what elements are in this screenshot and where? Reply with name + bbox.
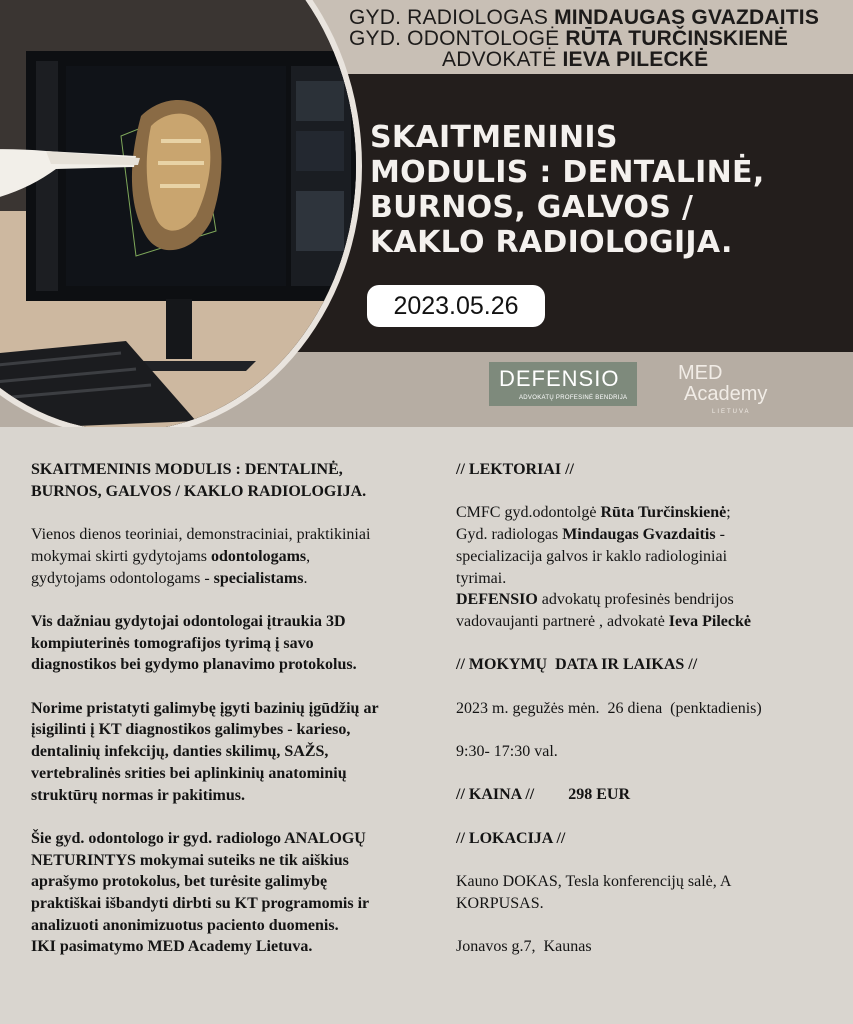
schedule-heading: // MOKYMŲ DATA IR LAIKAS // [456,656,698,674]
lecturer-line-1: GYD. RADIOLOGAS MINDAUGAS GVAZDAITIS [349,6,820,29]
location-venue: Kauno DOKAS, Tesla konferencijų salė, A KORPUSAS. [456,873,732,912]
hero-title-line: BURNOS, GALVOS / [370,190,694,225]
lecturers-heading: // LEKTORIAI // [456,461,574,478]
course-heading: SKAITMENINIS MODULIS : DENTALINĖ, BURNOS, GALVOS / KAKLO RADIOLOGIJA. [31,461,367,500]
paragraph-3d-ct: Vis dažniau gydytojai odontologai įtraukia 3D kompiuterinės tomografijos tyrimą į savo diagnostikos bei gydymo planavimo protokolus. [31,612,357,674]
price-line: // KAINA // 298 EUR [456,786,631,804]
paragraph-goals: Norime pristatyti galimybę įgyti bazinių įgūdžių ar įsigilinti į KT diagnostikos galimybes - karieso, dentalinių infekcijų, danties skilimų, SAŽS, vertebralinės srities bei aplinkinių anatominių struktūrų normas ir pakitimus. [31,699,379,804]
hero-title-line: KAKLO RADIOLOGIJA. [370,225,733,260]
lecturers-list: CMFC gyd.odontolgė Rūta Turčinskienė; Gyd. radiologas Mindaugas Gvazdaitis - specializacija galvos ir kaklo radiologiniai tyrimai. DEFENSIO advokatų profesinės bendrijos vadovaujanti partnerė , advokatė Ieva Pileckė [456,504,751,630]
course-details [456,459,851,958]
hero-title [370,120,840,260]
med-academy-logo: MED Academy LIETUVA [678,362,768,415]
location-address: Jonavos g.7, Kaunas [456,938,592,956]
hero-title-line: MODULIS : DENTALINĖ, [370,155,765,190]
lecturer-line-2: GYD. ODONTOLOGĖ RŪTA TURČINSKIENĖ [349,27,789,50]
location-heading: // LOKACIJA // [456,829,566,847]
hero-banner [0,0,853,427]
date-badge: 2023.05.26 [367,285,545,327]
course-date: 2023 m. gegužės mėn. 26 diena (penktadienis) [456,699,762,717]
monitor-illustration [0,0,356,427]
defensio-logo: DEFENSIO ADVOKATŲ PROFESINĖ BENDRIJA [489,362,637,406]
course-time: 9:30- 17:30 val. [456,743,558,761]
hero-title-line: SKAITMENINIS [370,120,618,155]
intro-paragraph: Vienos dienos teoriniai, demonstraciniai, praktikiniai mokymai skirti gydytojams odontologams, gydytojams odontologams - specialistams. [31,526,371,587]
lecturer-line-3: ADVOKATĖ IEVA PILECKĖ [442,48,709,71]
price-value: 298 EUR [568,786,631,804]
paragraph-closing: Šie gyd. odontologo ir gyd. radiologo ANALOGŲ NETURINTYS mokymai suteiks ne tik aiškius aprašymo protokolus, bet turėsite galimybę praktiškai išbandyti dirbti su KT programomis ir analizuoti anonimizuotus paciento duomenis. IKI pasimatymo MED Academy Lietuva. [31,829,370,956]
hero-photo [0,0,362,427]
course-description [31,459,451,958]
